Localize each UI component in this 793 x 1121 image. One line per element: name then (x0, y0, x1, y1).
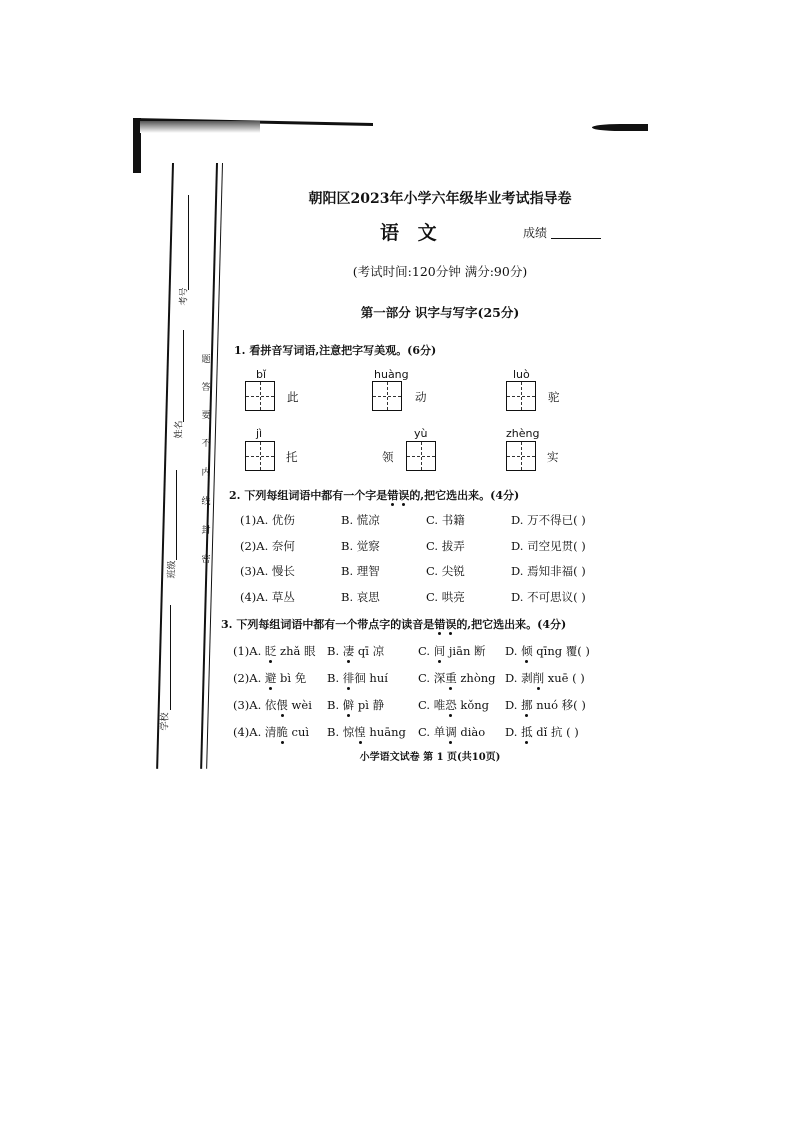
q2-option-a[interactable]: (4)A. 草丛 (240, 590, 295, 604)
seal-char: 要 (201, 411, 211, 421)
q2-option-c[interactable]: C. 书籍 (426, 513, 465, 527)
q2-option-b[interactable]: B. 觉察 (341, 539, 380, 553)
word-char: 此 (287, 390, 299, 404)
q3-option-a[interactable]: (3)A. 依偎 wèi (233, 698, 312, 712)
q3-prompt: 3. 下列每组词语中都有一个带点字的读音是错误的,把它选出来。(4分) (221, 618, 567, 631)
score-field[interactable] (551, 238, 601, 239)
q2-option-b[interactable]: B. 慌凉 (341, 513, 380, 527)
q3-option-c[interactable]: C. 单调 diào (418, 725, 486, 739)
school-label: 学校 (160, 712, 171, 731)
word-char: 领 (382, 450, 394, 464)
page-footer: 小学语文试卷 第 1 页(共10页) (359, 752, 501, 763)
seal-char: 线 (201, 497, 211, 507)
margin-line-outer (156, 163, 174, 769)
part-title: 第一部分 识字与写字(25分) (360, 305, 520, 320)
seal-char: 题 (201, 355, 211, 365)
q2-option-d[interactable]: D. 焉知非福( ) (511, 564, 586, 578)
q2-option-b[interactable]: B. 哀思 (341, 590, 380, 604)
writing-box[interactable] (406, 441, 436, 471)
q3-option-c[interactable]: C. 唯恐 kǒng (418, 698, 490, 712)
q3-option-b[interactable]: B. 僻 pì 静 (327, 698, 385, 712)
q2-prompt: 2. 下列每组词语中都有一个字是错误的,把它选出来。(4分) (229, 489, 520, 502)
school-field[interactable] (170, 605, 171, 710)
seal-char: 不 (201, 439, 211, 449)
q2-option-c[interactable]: C. 哄亮 (426, 590, 465, 604)
q1-prompt: 1. 看拼音写词语,注意把字写美观。(6分) (234, 344, 437, 357)
name-label: 姓名 (174, 420, 185, 439)
subject-title: 语 文 (380, 222, 443, 244)
q3-option-c[interactable]: C. 间 jiān 断 (418, 644, 486, 658)
q3-option-a[interactable]: (4)A. 清脆 cuì (233, 725, 310, 739)
pinyin: luò (513, 368, 530, 381)
pinyin: zhèng (506, 427, 540, 440)
q3-option-b[interactable]: B. 徘徊 huí (327, 671, 388, 685)
seal-char: 答 (201, 383, 211, 393)
q3-option-a[interactable]: (2)A. 避 bì 免 (233, 671, 307, 685)
q2-option-d[interactable]: D. 万不得已( ) (511, 513, 586, 527)
q3-option-d[interactable]: D. 倾 qīng 覆( ) (505, 644, 590, 658)
q2-option-d[interactable]: D. 不可思议( ) (511, 590, 586, 604)
writing-box[interactable] (245, 381, 275, 411)
seal-char: 封 (201, 526, 211, 536)
pinyin: yù (414, 427, 428, 440)
writing-box[interactable] (372, 381, 402, 411)
word-char: 托 (286, 450, 298, 464)
name-field[interactable] (183, 330, 184, 422)
class-field[interactable] (176, 470, 177, 560)
exam-title: 朝阳区2023年小学六年级毕业考试指导卷 (308, 191, 572, 207)
q2-option-a[interactable]: (1)A. 优伤 (240, 513, 295, 527)
q2-option-a[interactable]: (2)A. 奈何 (240, 539, 295, 553)
pinyin: bǐ (256, 368, 267, 381)
word-char: 动 (415, 390, 427, 404)
scan-shade-top (140, 121, 260, 133)
q3-option-d[interactable]: D. 挪 nuó 移( ) (505, 698, 586, 712)
q3-option-b[interactable]: B. 凄 qī 凉 (327, 644, 385, 658)
q2-option-c[interactable]: C. 尖锐 (426, 564, 465, 578)
seal-char: 密 (201, 555, 211, 565)
word-char: 驼 (548, 390, 560, 404)
q3-option-c[interactable]: C. 深重 zhòng (418, 671, 496, 685)
word-char: 实 (547, 450, 559, 464)
q3-option-b[interactable]: B. 惊惶 huāng (327, 725, 406, 739)
writing-box[interactable] (506, 381, 536, 411)
score-label: 成绩 (523, 226, 548, 240)
seal-char: 内 (201, 468, 211, 478)
class-label: 班级 (167, 560, 178, 579)
q3-option-d[interactable]: D. 抵 dǐ 抗 ( ) (505, 725, 579, 739)
q3-option-d[interactable]: D. 剥削 xuē ( ) (505, 671, 585, 685)
exam-info: (考试时间:120分钟 满分:90分) (352, 264, 528, 279)
pinyin: jì (256, 427, 263, 440)
q2-option-b[interactable]: B. 理智 (341, 564, 380, 578)
writing-box[interactable] (506, 441, 536, 471)
q2-option-c[interactable]: C. 拔弄 (426, 539, 465, 553)
pinyin: huàng (374, 368, 409, 381)
student-id-label: 考号 (179, 287, 190, 306)
scan-mark-right (592, 124, 648, 131)
q3-option-a[interactable]: (1)A. 眨 zhǎ 眼 (233, 644, 316, 658)
student-id-field[interactable] (188, 195, 189, 290)
q2-option-a[interactable]: (3)A. 慢长 (240, 564, 295, 578)
q2-option-d[interactable]: D. 司空见贯( ) (511, 539, 586, 553)
writing-box[interactable] (245, 441, 275, 471)
